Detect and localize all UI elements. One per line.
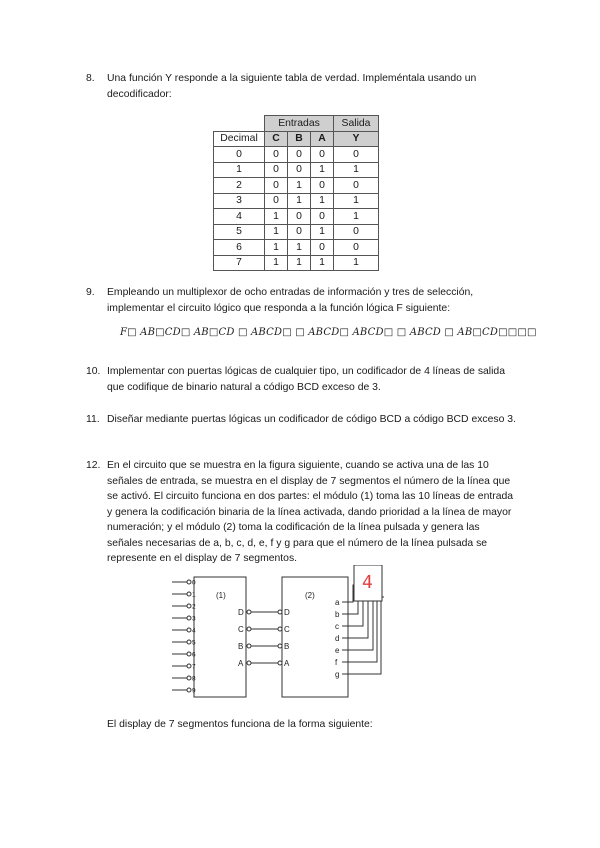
cell: 1: [334, 193, 379, 209]
cell: 1: [265, 209, 288, 225]
bcd-wires: [247, 610, 282, 665]
input-label: 1: [192, 591, 196, 599]
input-line: [172, 628, 196, 635]
cell: 1: [265, 224, 288, 240]
question-number: 10.: [86, 366, 101, 377]
table-row: [214, 224, 379, 240]
m2-in-b: B: [284, 642, 290, 651]
input-line: [172, 688, 196, 695]
m1-out-c: C: [238, 625, 244, 634]
table-row: [214, 147, 379, 163]
cell: 7: [214, 255, 265, 271]
m2-in-d: D: [284, 608, 290, 617]
seg-label-d: d: [335, 634, 340, 643]
m2-in-c: C: [284, 625, 290, 634]
cell: 0: [288, 209, 311, 225]
input-line: [172, 676, 196, 683]
input-line: [172, 616, 196, 623]
cell: 1: [288, 178, 311, 194]
seg-label-f: f: [335, 658, 338, 667]
cell: 0: [288, 224, 311, 240]
seg-label-a: a: [335, 598, 340, 607]
cell: 0: [334, 178, 379, 194]
cell: 1: [334, 209, 379, 225]
m2-in-a: A: [284, 659, 290, 668]
cell: 1: [311, 224, 334, 240]
cell: 3: [214, 193, 265, 209]
table-row: [214, 240, 379, 256]
cell: 0: [334, 240, 379, 256]
cell: 0: [311, 240, 334, 256]
cell: 1: [288, 240, 311, 256]
question-text: Empleando un multiplexor de ocho entradas de información y tres de selección, implementar el circuito lógico que responda a la función lógica F siguiente:: [107, 287, 474, 314]
cell: 0: [265, 178, 288, 194]
header-a: A: [311, 131, 334, 147]
table-row: [214, 162, 379, 178]
cell: 1: [311, 255, 334, 271]
display-description: El display de 7 segmentos funciona de la forma siguiente:: [107, 719, 373, 730]
header-c: C: [265, 131, 288, 147]
question-text: Diseñar mediante puertas lógicas un codificador de código BCD a código BCD exceso 3.: [107, 414, 516, 425]
cell: 6: [214, 240, 265, 256]
table-row: [214, 209, 379, 225]
question-number: 8.: [86, 73, 95, 84]
cell: 0: [288, 162, 311, 178]
table-row: [214, 255, 379, 271]
input-line: [172, 640, 196, 647]
cell: 4: [214, 209, 265, 225]
truth-table: [213, 115, 379, 271]
cell: 1: [265, 255, 288, 271]
input-label: 9: [192, 687, 196, 695]
module-1-label: (1): [216, 591, 226, 600]
cell: 1: [214, 162, 265, 178]
input-label: 0: [192, 579, 196, 587]
cell: 1: [334, 162, 379, 178]
question-number: 12.: [86, 460, 101, 471]
module-2-label: (2): [305, 591, 315, 600]
cell: 0: [334, 224, 379, 240]
input-label: 8: [192, 675, 196, 683]
input-line: [172, 664, 196, 671]
inputs-group-header: Entradas: [265, 116, 334, 132]
cell: 1: [334, 255, 379, 271]
input-line: [172, 652, 196, 659]
cell: 0: [311, 178, 334, 194]
question-text: Implementar con puertas lógicas de cualquier tipo, un codificador de 4 líneas de salida que codifique de binario natural a código BCD exceso de 3.: [107, 366, 505, 393]
seg-label-e: e: [335, 646, 340, 655]
input-label: 5: [192, 639, 196, 647]
input-label: 2: [192, 603, 196, 611]
cell: 1: [288, 255, 311, 271]
header-decimal: Decimal: [214, 131, 265, 147]
input-label: 4: [192, 627, 196, 635]
cell: 0: [265, 162, 288, 178]
cell: 0: [311, 209, 334, 225]
table-row: [214, 178, 379, 194]
m1-out-b: B: [238, 642, 244, 651]
question-text: En el circuito que se muestra en la figura siguiente, cuando se activa una de las 10 señales de entrada, se muestra en el display de 7 segmentos el número de la línea que se activó. El circuito funciona en dos partes: el módulo (1) toma las 10 líneas de entrada y genera la codificación binaria de la línea activada, dando prioridad a la línea de mayor numeración; y el módulo (2) toma la codificación de la línea pulsada y genera las señales necesarias de a, b, c, d, e, f y g para que el número de la línea pulsada se represente en el display de 7 segmentos.: [107, 460, 514, 564]
header-b: B: [288, 131, 311, 147]
input-label: 7: [192, 663, 196, 671]
display-digit: 4: [362, 572, 373, 593]
cell: 0: [265, 147, 288, 163]
seg-label-b: b: [335, 610, 340, 619]
cell: 0: [288, 147, 311, 163]
question-number: 9.: [86, 287, 95, 298]
cell: 0: [214, 147, 265, 163]
header-y: Y: [334, 131, 379, 147]
question-number: 11.: [86, 414, 100, 425]
cell: 1: [311, 162, 334, 178]
cell: 1: [288, 193, 311, 209]
cell: 2: [214, 178, 265, 194]
input-line: [172, 604, 196, 611]
input-label: 6: [192, 651, 196, 659]
cell: 0: [265, 193, 288, 209]
cell: 1: [311, 193, 334, 209]
cell: 0: [334, 147, 379, 163]
cell: 5: [214, 224, 265, 240]
seg-label-g: g: [335, 670, 340, 679]
m1-out-a: A: [238, 659, 244, 668]
input-label: 3: [192, 615, 196, 623]
circuit-diagram: [170, 565, 420, 700]
cell: 0: [311, 147, 334, 163]
question-text: Una función Y responde a la siguiente tabla de verdad. Impleméntala usando un decodificador:: [107, 73, 477, 100]
input-line: [172, 580, 196, 587]
m1-out-d: D: [238, 608, 244, 617]
output-group-header: Salida: [334, 116, 379, 132]
cell: 1: [265, 240, 288, 256]
table-row: [214, 193, 379, 209]
seg-label-c: c: [335, 622, 339, 631]
input-lines: [172, 580, 196, 695]
boolean-formula: F□ AB□CD□ AB□CD □ ABCD□ □ ABCD□ ABCD□ □ ABCD □ AB□CD□□□□: [120, 327, 537, 338]
input-line: [172, 592, 196, 599]
